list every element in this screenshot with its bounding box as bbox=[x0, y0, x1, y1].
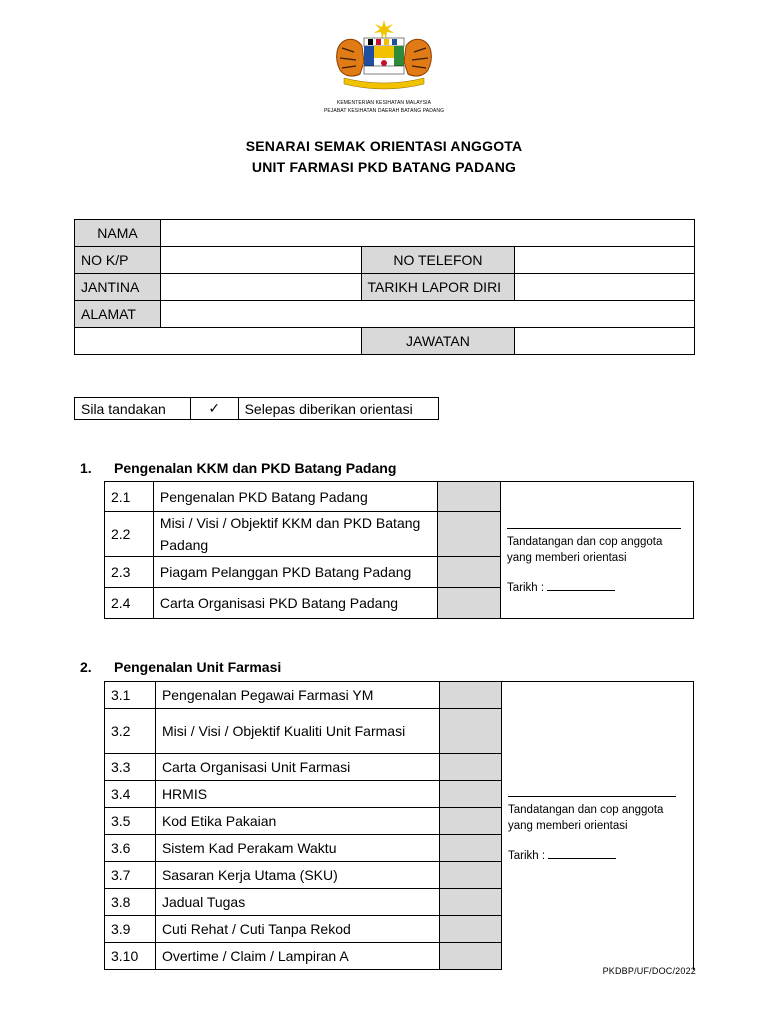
item-text: Kod Etika Pakaian bbox=[155, 808, 439, 835]
instruction-table bbox=[74, 397, 439, 420]
section2-heading bbox=[80, 659, 281, 675]
jantina-field[interactable] bbox=[160, 274, 361, 301]
section1-number: 1. bbox=[80, 460, 92, 476]
item-number: 3.4 bbox=[105, 781, 156, 808]
section1-title: Pengenalan KKM dan PKD Batang Padang bbox=[114, 460, 397, 476]
item-checkbox[interactable] bbox=[440, 808, 502, 835]
jawatan-field[interactable] bbox=[515, 328, 695, 355]
section1-signature-block bbox=[507, 518, 687, 596]
item-text: Overtime / Claim / Lampiran A bbox=[155, 943, 439, 970]
item-checkbox[interactable] bbox=[440, 862, 502, 889]
section2-number: 2. bbox=[80, 659, 92, 675]
tarikh-lapor-label: TARIKH LAPOR DIRI bbox=[361, 274, 515, 301]
instruction-text: Selepas diberikan orientasi bbox=[238, 398, 438, 420]
nama-label: NAMA bbox=[75, 220, 161, 247]
item-checkbox[interactable] bbox=[440, 835, 502, 862]
item-number: 2.1 bbox=[105, 482, 154, 512]
jawatan-label: JAWATAN bbox=[361, 328, 515, 355]
item-text: Carta Organisasi Unit Farmasi bbox=[155, 754, 439, 781]
personal-info-table bbox=[74, 219, 695, 355]
item-checkbox[interactable] bbox=[440, 916, 502, 943]
item-text: Sasaran Kerja Utama (SKU) bbox=[155, 862, 439, 889]
row-jantina bbox=[75, 274, 695, 301]
signature-line bbox=[508, 796, 676, 797]
alamat-field-continued[interactable] bbox=[75, 328, 362, 355]
tarikh-label: Tarikh : bbox=[506, 582, 545, 594]
section1-signature-cell[interactable] bbox=[500, 482, 693, 619]
jantina-label: JANTINA bbox=[75, 274, 161, 301]
item-number: 3.5 bbox=[105, 808, 156, 835]
document-subtitle: UNIT FARMASI PKD BATANG PADANG bbox=[251, 159, 517, 175]
item-number: 3.2 bbox=[105, 709, 156, 754]
item-checkbox[interactable] bbox=[440, 682, 502, 709]
ministry-name: KEMENTERIAN KESIHATAN MALAYSIA bbox=[336, 100, 432, 106]
nama-field[interactable] bbox=[160, 220, 694, 247]
item-text: Piagam Pelanggan PKD Batang Padang bbox=[153, 557, 437, 588]
item-number: 3.1 bbox=[105, 682, 156, 709]
item-checkbox[interactable] bbox=[438, 588, 501, 619]
section2-signature-block bbox=[508, 786, 687, 864]
item-text: HRMIS bbox=[155, 781, 439, 808]
item-text: Carta Organisasi PKD Batang Padang bbox=[153, 588, 437, 619]
document-code: PKDBP/UF/DOC/2022 bbox=[602, 966, 696, 976]
tarikh-label: Tarikh : bbox=[508, 850, 546, 862]
instruction-label: Sila tandakan bbox=[75, 398, 191, 420]
row-nokp bbox=[75, 247, 695, 274]
alamat-label: ALAMAT bbox=[75, 301, 161, 328]
item-text: Pengenalan PKD Batang Padang bbox=[153, 482, 437, 512]
item-number: 3.10 bbox=[105, 943, 156, 970]
item-checkbox[interactable] bbox=[440, 709, 502, 754]
section1-heading bbox=[80, 460, 396, 476]
tarikh-line bbox=[547, 590, 615, 591]
section2-signature-cell[interactable] bbox=[502, 682, 694, 970]
item-number: 3.8 bbox=[105, 889, 156, 916]
section1-table bbox=[104, 481, 694, 619]
item-number: 2.3 bbox=[105, 557, 154, 588]
item-checkbox[interactable] bbox=[438, 482, 501, 512]
item-text: Jadual Tugas bbox=[155, 889, 439, 916]
notelefon-field[interactable] bbox=[515, 247, 695, 274]
section2-table bbox=[104, 681, 694, 970]
item-number: 3.6 bbox=[105, 835, 156, 862]
tarikh-lapor-field[interactable] bbox=[515, 274, 695, 301]
nokp-label: NO K/P bbox=[75, 247, 161, 274]
item-checkbox[interactable] bbox=[440, 943, 502, 970]
item-text: Sistem Kad Perakam Waktu bbox=[155, 835, 439, 862]
tarikh-line bbox=[548, 858, 616, 859]
nokp-field[interactable] bbox=[160, 247, 361, 274]
check-mark-icon: ✓ bbox=[190, 398, 238, 420]
signature-label: Tandatangan dan cop anggota yang memberi orientasi bbox=[508, 804, 664, 832]
section2-title: Pengenalan Unit Farmasi bbox=[114, 659, 282, 675]
item-text: Misi / Visi / Objektif Kualiti Unit Farmasi bbox=[155, 709, 439, 754]
item-number: 2.4 bbox=[105, 588, 154, 619]
notelefon-label: NO TELEFON bbox=[361, 247, 515, 274]
row-alamat bbox=[75, 301, 695, 328]
item-number: 3.9 bbox=[105, 916, 156, 943]
item-text: Pengenalan Pegawai Farmasi YM bbox=[155, 682, 439, 709]
item-text: Misi / Visi / Objektif KKM dan PKD Batang Padang bbox=[153, 512, 437, 557]
row-jawatan bbox=[75, 328, 695, 355]
coat-of-arms-logo bbox=[326, 18, 442, 92]
item-number: 2.2 bbox=[105, 512, 154, 557]
document-title: SENARAI SEMAK ORIENTASI ANGGOTA bbox=[245, 138, 523, 154]
alamat-field[interactable] bbox=[160, 301, 694, 328]
item-number: 3.3 bbox=[105, 754, 156, 781]
item-checkbox[interactable] bbox=[440, 781, 502, 808]
item-checkbox[interactable] bbox=[440, 754, 502, 781]
signature-label: Tandatangan dan cop anggota yang memberi orientasi bbox=[506, 536, 663, 564]
signature-line bbox=[507, 528, 681, 529]
item-checkbox[interactable] bbox=[440, 889, 502, 916]
item-text: Cuti Rehat / Cuti Tanpa Rekod bbox=[155, 916, 439, 943]
item-number: 3.7 bbox=[105, 862, 156, 889]
row-nama bbox=[75, 220, 695, 247]
office-name: PEJABAT KESIHATAN DAERAH BATANG PADANG bbox=[323, 108, 445, 114]
item-checkbox[interactable] bbox=[438, 557, 501, 588]
item-checkbox[interactable] bbox=[438, 512, 501, 557]
